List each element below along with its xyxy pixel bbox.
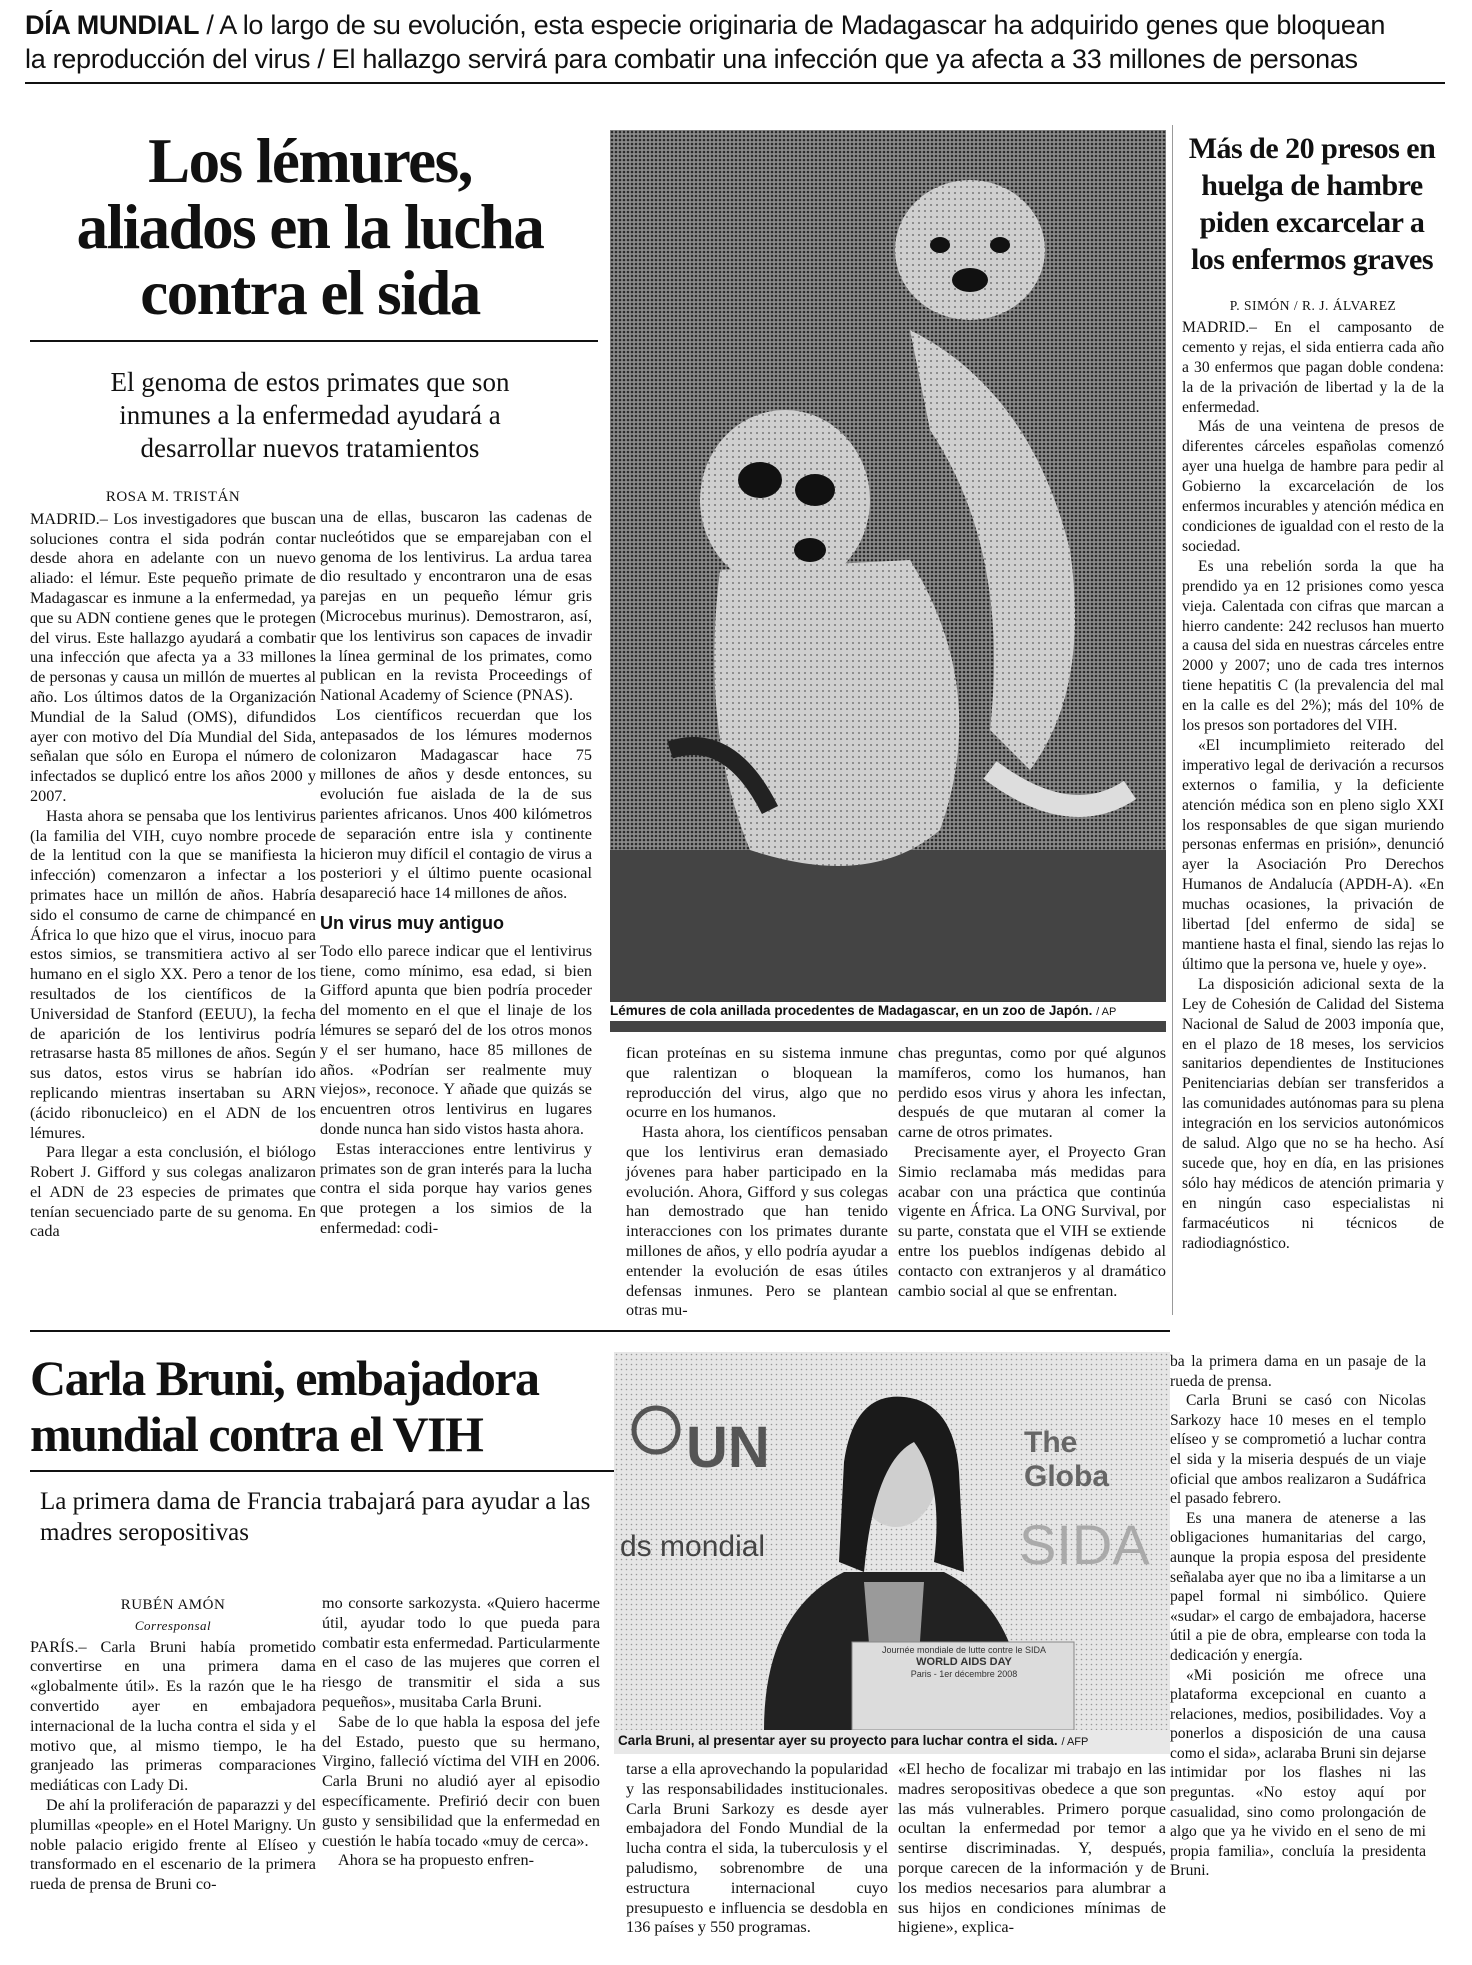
lemur-subhead: El genoma de estos primates que son inmunes a la enfermedad ayudará a desarrollar nuevos tratamientos [110,367,510,463]
column-divider [1172,125,1173,1315]
lemur-photo [610,130,1166,1032]
bruni-photo-credit: / AFP [1061,1736,1089,1748]
bruni-column-3: tarse a ella aprovechando la popularidad y las responsabilidades institucionales. Carla Bruni Sarkozy es desde ayer embajadora del Fondo Mundial de la lucha contra el sida, la tuberculosis y el paludismo, sobrenombre de una estructura internacional cuyo presupuesto e influencia se desdobla en 136 países y 550 programas. [626,1760,888,1937]
kicker-line-1: / A lo largo de su evolución, esta especie originaria de Madagascar ha adquirido genes que bloquean [199,10,1386,40]
bruni-column-1: RUBÉN AMÓN Corresponsal PARÍS.– Carla Bruni había prometido convertirse en una primera dama «globalmente útil». Es la razón que le ha convertido ayer en embajadora internacional de la lucha contra el sida y el motivo que, al mismo tiempo, le ha granjeado las primeras comparaciones mediáticas con Lady Di. De ahí la proliferación de paparazzi y del plumillas «people» en el Hotel Marigny. Un noble palacio erigido frente al Elíseo y transformado en el escenario de la primera rueda de prensa de Bruni co- [30,1597,316,1894]
prisoners-column: P. SIMÓN / R. J. ÁLVAREZ MADRID.– En el camposanto de cemento y rejas, el sida entierra cada año a 30 enfermos que pagan doble condena: la de la privación de libertad y la de la enfermedad. Más de una veintena de presos de diferentes cárceles españolas comenzó ayer una huelga de hambre para pedir al Gobierno la excarcelación de los enfermos incurables y atención médica en condiciones de igualdad con el resto de la sociedad. Es una rebelión sorda la que ha prendido ya en 12 prisiones como yesca vieja. Calentada con cifras que marcan a hierro candente: 242 reclusos han muerto a causa del sida en nuestras cárceles entre 2000 y 2007; uno de cada tres internos tiene hepatitis C (la prevalencia del mal en la calle es del 2%); más del 10% de los presos son portadores del VIH. «El incumplimieto reiterado del imperativo legal de derivación a recursos externos o familia, y la deficiente atención médica son en pleno siglo XXI los responsables de que sigan muriendo personas enfermas en prisión», denunció ayer la Asociación Pro Derechos Humanos de Andalucía (APDH-A). «En muchas ocasiones, la privación de libertad [del enfermo de sida] se mantiene hasta el final, siendo las rejas lo último que la persona ve, huele y oye». La disposición adicional sexta de la Ley de Cohesión de Calidad del Sistema Nacional de Salud de 2003 imponía que, en el plazo de 18 meses, los servicios sanitarios dependientes de Instituciones Penitenciarias debían ser transferidos a las comunidades autónomas para su plena integración en los servicios autonómicos de salud. Algo que no se ha hecho. Así sucede que, hoy en día, en las prisiones sólo hay médicos de atención primaria y en ningún caso especialistas ni farmacéuticos ni técnicos de radiodiagnóstico. [1182,298,1444,1252]
section-kicker [25,8,1435,76]
banner-sida-text: SIDA [1019,1513,1150,1576]
lemur-headline-rule [30,340,598,342]
lemur-photo-credit: / AP [1096,1006,1117,1018]
lemur-image [610,130,1166,1032]
bruni-byline: RUBÉN AMÓN Corresponsal [120,1597,226,1633]
prisoners-headline: Más de 20 presos en huelga de hambre piden excarcelar a los enfermos graves [1188,132,1436,276]
middle-rule [30,1330,1170,1332]
lemur-headline: Los lémures, aliados en la lucha contra el sida [76,126,544,328]
bruni-caption: Carla Bruni, al presentar ayer su proyecto para luchar contra el sida. / AFP [618,1733,1089,1748]
bruni-subhead: La primera dama de Francia trabajará para ayudar a las madres seropositivas [40,1488,591,1546]
section-heading: Un virus muy antiguo [320,912,505,933]
bruni-column-4: «El hecho de focalizar mi trabajo en las madres seropositivas obedece a que son las más vulnerables. Primero porque ocultan la enfermedad por temor a sentirse discriminadas. Y, después, porque carecen de la información y de los medios necesarios para alumbrar a sus hijos en condiciones mínimas de higiene», explica- [898,1760,1166,1937]
banner-global-text: The Globa [1024,1426,1110,1493]
kicker-line-2: la reproducción del virus / El hallazgo servirá para combatir una infección que ya afecta a 33 millones de personas [25,44,1358,74]
bruni-headline-rule [30,1470,620,1472]
lemur-column-1: ROSA M. TRISTÁN MADRID.– Los investigadores que buscan soluciones contra el sida podrán contar desde ahora en adelante con un nuevo aliado: el lémur. Este pequeño primate de Madagascar es inmune a la enfermedad, ya que su ADN contiene genes que le protegen del virus. Este hallazgo ayudará a combatir una infección que afecta ya a 33 millones de personas y causa un millón de muertes al año. Los últimos datos de la Organización Mundial de la Salud (OMS), difundidos ayer con motivo del Día Mundial del Sida, señalan que sólo en Europa el número de infectados se duplicó entre los años 2000 y 2007. Hasta ahora se pensaba que los lentivirus (la familia del VIH, cuyo nombre procede de la lentitud con la que se manifiesta la infección) comenzaron a infectar a los primates hace un millón de años. Habría sido el consumo de carne de chimpancé en África lo que hizo que el virus, inocuo para estos simios, se transmitiera activo al ser humano en el siglo XX. Pero a tenor de los resultados de los científicos de la Universidad de Stanford (EEUU), la fecha de aparición de los lentivirus podría retrasarse hasta 85 millones de años. Según sus datos, estos virus se habrían ido replicando mientras insertaban su ARN (ácido ribonucleico) en el ADN de los lémures. Para llegar a esta conclusión, el biólogo Robert J. Gifford y sus colegas analizaron el ADN de 23 especies de primates que tenían secuenciado parte de su genoma. En cada [30,489,316,1241]
lemur-byline: ROSA M. TRISTÁN [105,489,241,505]
banner-un-text: UN [686,1415,770,1480]
lemur-column-4: chas preguntas, como por qué algunos mamíferos, como los humanos, han perdido esos virus y ahora les infectan, después de que mutaran al comer la carne de otros primates. Precisamente ayer, el Proyecto Gran Simio reclamaba más medidas para acabar con una práctica que continúa vigente en África. La ONG Survival, por su parte, constata que el VIH se extiende entre los pueblos indígenas debido al contacto con extranjeros y al dramático cambio social al que se enfrentan. [898,1044,1166,1300]
bruni-headline: Carla Bruni, embajadora mundial contra el VIH [30,1350,539,1462]
podium-sign: Journée mondiale de lutte contre le SIDA WORLD AIDS DAY Paris - 1er décembre 2008 [881,1645,1047,1679]
lemur-column-2: una de ellas, buscaron las cadenas de nucleótidos que se emparejaban con el genoma de los lentivirus. La ardua tarea dio resultado y encontraron una de esas parejas en un pequeño lémur gris (Microcebus murinus). Demostraron, así, que los lentivirus son capaces de invadir la línea germinal de los primates, como publican en la revista Proceedings of National Academy of Science (PNAS). Los científicos recuerdan que los antepasados de los lémures modernos colonizaron Madagascar hace 75 millones de años y desde entonces, su evolución fue aislada de la de sus parientes africanos. Unos 400 kilómetros de separación entre isla y continente hicieron muy difícil el contagio de virus a posteriori y el último puente ocasional desapareció hace 14 millones de años. Un virus muy antiguo Todo ello parece indicar que el lentivirus tiene, como mínimo, esa edad, si bien Gifford apunta que bien podría proceder del momento en el que el linaje de los lémures se separó del de los otros monos y el ser humano, hace 85 millones de años. «Podrían ser realmente muy viejos», reconoce. Y añade que quizás se encuentren otros lentivirus en lugares donde nunca han sido vistos hasta ahora. Estas interacciones entre lentivirus y primates son de gran interés para la lucha contra el sida porque hay varios genes que protegen a los simios de la enfermedad: codi- [320,508,592,1237]
banner-mondial-text: ds mondial [620,1530,766,1563]
bruni-column-5: ba la primera dama en un pasaje de la rueda de prensa. Carla Bruni se casó con Nicolas Sarkozy hace 10 meses en el templo elíseo y se comprometió a luchar contra el sida y la miseria después de un viaje oficial que ambos realizaron a Sudáfrica el pasado febrero. Es una manera de atenerse a las obligaciones humanitarias del cargo, aunque la propia esposa del presidente señalaba ayer que no iba a limitarse a un papel formal ni simbólico. Quiere «sudar» el cargo de embajadora, hacerse útil a pie de obra, emplearse con toda la dedicación y energía. «Mi posición me ofrece una plataforma excepcional en cuanto a relaciones, medios, posibilidades. Voy a ponerlos a disposición de una causa como el sida», aclaraba Bruni sin dejarse intimidar por los flashes ni las preguntas. «No estoy aquí por casualidad, sino como prolongación de algo que ya he vivido en el seno de mi propia familia», concluía la presidenta Bruni. [1170,1353,1426,1880]
lemur-caption: Lémures de cola anillada procedentes de Madagascar, en un zoo de Japón. / AP [610,1002,1166,1021]
kicker-tag: DÍA MUNDIAL [25,10,200,40]
top-rule [25,82,1445,84]
bruni-column-2: mo consorte sarkozysta. «Quiero hacerme útil, ayudar todo lo que pueda para combatir esta enfermedad. Particularmente en el caso de las mujeres que corren el riesgo de transmitir el sida a sus pequeños», musitaba Carla Bruni. Sabe de lo que habla la esposa del jefe del Estado, puesto que su hermano, Virgino, falleció víctima del VIH en 2006. Carla Bruni no aludió ayer al episodio específicamente. Prefirió decir con buen gusto y sensibilidad que la enfermedad en cuestión le había tocado «muy de cerca». Ahora se ha propuesto enfren- [322,1594,600,1870]
bruni-photo [614,1352,1170,1754]
lemur-column-3: fican proteínas en su sistema inmune que ralentizan o bloquean la reproducción del virus, algo que no ocurre en los humanos. Hasta ahora, los científicos pensaban que los lentivirus eran demasiado jóvenes para haber participado en la evolución. Ahora, Gifford y sus colegas han demostrado que han tenido interacciones con los primates durante millones de años, y ello podría ayudar a entender la evolución de esas útiles defensas inmunes. Pero se plantean otras mu- [626,1044,888,1320]
prisoners-byline: P. SIMÓN / R. J. ÁLVAREZ [1229,298,1397,313]
